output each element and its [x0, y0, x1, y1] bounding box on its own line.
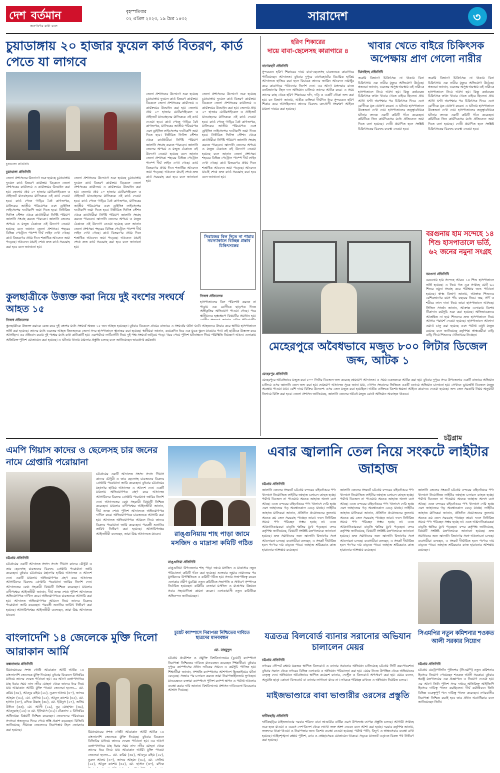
- photo-window: [273, 241, 337, 283]
- logo-tagline: জনগণের কথা বলে: [30, 24, 58, 28]
- c7-body: ফটিকছড়ির মাইজভাণ্ডার দরবার শরিফে বাবা ভাণ্ডারীর বার্ষিক ওরস উপলক্ষে ব্যাপক প্রস্তুতি চলছে। আগামী সপ্তাহে শুরু হতে যাওয়া এ ওরসে দেশ-বিদেশ থেকে লাখো ভক্ত অংশ নেবেন বলে আশা করা হচ্ছে। দরবার কর্তৃপক্ষ জানায়, ভক্তদের থাকা-খাওয়া ও নিরাপত্তার জন্য বিশেষ ব্যবস্থা নেওয়া হয়েছে। পর্যাপ্ত পানি, বিদ্যুৎ ও স্বাস্থ্যসেবার ব্যবস্থা রাখা হয়েছে। আইনশৃঙ্খলা রক্ষায় পুলিশ, র‍্যাব ও স্বেচ্ছাসেবক মোতায়েন থাকবে। সড়কে যানজট এড়াতে বিকল্প পথ নির্ধারণ করা হয়েছে।: [262, 720, 414, 743]
- logo: [6, 6, 82, 28]
- c3-body: জ্বালানি তেলের সংকটে চট্টগ্রাম বন্দরের বহির্নোঙরে পণ্য খালাসে নিয়োজিত লাইটার জাহাজ চলাচল ব্যাহত হচ্ছে। পর্যাপ্ত ডিজেল না পাওয়ায় অনেক জাহাজ অলস বসে আছে। এতে বন্দরের বহির্নোঙরে পণ্য খালাসে দেরি হচ্ছে এবং জাহাজের গড় অবস্থানকাল বেড়ে যাচ্ছে। লাইটার জাহাজ মালিকরা জানান, প্রতিদিন প্রয়োজনের তুলনায় অনেক কম তেল সরবরাহ পাচ্ছেন তারা। ফলে নির্ধারিত সময়ে পণ্য পরিবহন সম্ভব হচ্ছে না। এতে আমদানিকারকরা বাড়তি ক্ষতির মুখে পড়ছেন। বন্দর কর্তৃপক্ষ জানিয়েছে, বিষয়টি সংশ্লিষ্ট মন্ত্রণালয়কে জানানো হয়েছে। দ্রুত সমাধানের জন্য জ্বালানি বিভাগের সঙ্গে আলোচনা চলছে। ব্যবসায়ীরা বলছেন, এ সংকট দীর্ঘায়িত হলে পণ্যের দাম বাড়তে পারে। জাহাজ শ্রমিকরাও কাজ হারানোর আশঙ্কায় রয়েছেন।: [262, 488, 336, 552]
- s1-body-col4: জেলা প্রশাসনের উদ্যোগে শুরু হয়েছে চুয়াডাঙ্গায় ফুয়েল কার্ড বিতরণ কার্যক্রম। বিকেলে জেলা প্রশাসকের কার্যালয়ে এ কার্যক্রমের উদ্বোধন করা হয়। জেলায় প্রায় ২০ হাজার মোটরসাইকেল ও প্রাইভেট যানবাহনের মালিককে এই কার্ড দেওয়া হবে। কার্ড পেতে গাড়ির বৈধ কাগজপত্র, মালিকের জাতীয় পরিচয়পত্র এবং ড্রাইভিং লাইসেন্সের ফটোকপি জমা দিতে হবে। নির্ধারিত ফিলিং স্টেশন থেকে কার্ডধারীরা নির্দিষ্ট পরিমাণ জ্বালানি সংগ্রহ করতে পারবেন। জ্বালানি তেলের অপচয় ও মজুত ঠেকাতে এই উদ্যোগ নেওয়া হয়েছে বলে জানান জেলা প্রশাসক। শহরের বিভিন্ন পেট্রোল পাম্পে দীর্ঘ লাইন দেখা গেছে। কার্ড বিতরণের প্রথম দিনে শতাধিক আবেদন জমা পড়েছে। আবেদন যাচাই শেষে দ্রুত কার্ড সরবরাহ করা হবে বলে জানানো হয়।: [202, 92, 256, 179]
- c2-portraits: [168, 498, 256, 526]
- c4-body-col2: মিয়ানমারের সশস্ত্র গোষ্ঠী আরাকান আর্মি আটক ১৪ বাংলাদেশি জেলেকে মুক্তি দিয়েছে। বুধবার বিকেলে বিজিবির মাধ্যমে তাদের ফেরত পাঠানো হয়। এর আগে বঙ্গোপসাগরে মাছ ধরার সময় নাফ নদীর মোহনা থেকে তাদের ধরে নিয়ে যায় আরাকান আর্মি। মুক্তি পাওয়া জেলেরা হলেন— মো. করিম (৩৫), আবদুর রহিম (২৮), নুরুল আলম (৪০), জাফর আহমদ (৩২), মো. সেলিম (২৫), আবুল কাশেম (৪৫), মো. হাসান (৩০), রফিক: [88, 730, 164, 767]
- s1-body-col3: জেলা প্রশাসনের উদ্যোগে শুরু হয়েছে চুয়াডাঙ্গায় ফুয়েল কার্ড বিতরণ কার্যক্রম। বিকেলে জেলা প্রশাসকের কার্যালয়ে এ কার্যক্রমের উদ্বোধন করা হয়। জেলায় প্রায় ২০ হাজার মোটরসাইকেল ও প্রাইভেট যানবাহনের মালিককে এই কার্ড দেওয়া হবে। কার্ড পেতে গাড়ির বৈধ কাগজপত্র, মালিকের জাতীয় পরিচয়পত্র এবং ড্রাইভিং লাইসেন্সের ফটোকপি জমা দিতে হবে। নির্ধারিত ফিলিং স্টেশন থেকে কার্ডধারীরা নির্দিষ্ট পরিমাণ জ্বালানি সংগ্রহ করতে পারবেন। জ্বালানি তেলের অপচয় ও মজুত ঠেকাতে এই উদ্যোগ নেওয়া হয়েছে বলে জানান জেলা প্রশাসক। শহরের বিভিন্ন পেট্রোল পাম্পে দীর্ঘ লাইন দেখা গেছে। কার্ড বিতরণের প্রথম দিনে শতাধিক আবেদন জমা পড়েছে। আবেদন যাচাই শেষে দ্রুত কার্ড সরবরাহ করা হবে বলে জানানো হয়।: [146, 92, 198, 184]
- c2-body: রাঙ্গুনিয়া উপজেলার শাহ পাড়া জামে মসজিদ ও মাদ্রাসার নতুন পরিচালনা কমিটি গঠন করা হয়েছে। শুক্রবার জুমার নামাজের পর মুসল্লিদের উপস্থিতিতে এ কমিটি গঠিত হয়। সভায় সভাপতিত্ব করেন এলাকার প্রবীণ মুরব্বি। নতুন কমিটিতে সভাপতি ও সাধারণ সম্পাদক নির্বাচিত হয়েছেন। কমিটির নেতারা মসজিদ ও মাদ্রাসার উন্নয়নে সবার সহযোগিতা কামনা করেন। এলাকাবাসী নতুন কমিটিকে অভিনন্দন জানিয়েছেন।: [168, 566, 256, 598]
- s3-byline: ঝিনাইদহ প্রতিনিধি: [358, 70, 383, 74]
- s1-caption: চুয়াডাঙ্গা প্রতিনিধি: [6, 162, 30, 166]
- photo-figure: [116, 678, 130, 726]
- c3-headline: এবার জ্বালানি তেল নিয়ে সংকটে লাইটার জাহাজ: [267, 444, 489, 477]
- portrait: [201, 500, 223, 526]
- portrait: [174, 500, 196, 526]
- photo-building: [182, 478, 242, 496]
- s7-body: বরগুনায় হাম সন্দেহে আরও ১৪ শিশু হাসপাতালে ভর্তি হয়েছে। এ নিয়ে গত এক সপ্তাহে মোট ৬২ শিশুর নমুনা সংগ্রহ করে পরীক্ষার জন্য পাঠানো হয়েছে। স্বাস্থ্য বিভাগ জানায়, আক্রান্ত শিশুদের বেশিরভাগের বয়স পাঁচ বছরের নিচে। জ্বর, সর্দি ও শরীরে লাল দানা নিয়ে তারা হাসপাতালে আসছে। সিভিল সার্জন জানান, আক্রান্ত এলাকায় বিশেষ টিকাদান কর্মসূচি শুরু করা হয়েছে। অভিভাবকদের আতঙ্কিত না হয়ে শিশুদের দ্রুত হাসপাতালে নিয়ে আসার পরামর্শ দেওয়া হয়েছে। হাসপাতালে আলাদা ওয়ার্ড চালু করা হয়েছে এবং পর্যাপ্ত ওষুধ মজুত রয়েছে বলে জানিয়েছে কর্তৃপক্ষ। স্বাস্থ্যকর্মীরা বাড়ি বাড়ি গিয়ে শিশুদের খোঁজখবর নিচ্ছেন।: [426, 278, 494, 338]
- s4-byline: নিজস্ব প্রতিবেদক: [6, 318, 29, 322]
- masthead-rule: [6, 33, 494, 34]
- photo-dome: [198, 460, 226, 480]
- day-label: বৃহস্পতিবার: [126, 10, 147, 15]
- c2-byline: রাঙ্গুনিয়া প্রতিনিধি: [168, 560, 196, 564]
- s6-byline: মেহেরপুর প্রতিনিধি: [262, 372, 288, 376]
- s6-photo: [262, 230, 422, 334]
- portrait: [228, 500, 250, 526]
- section-title: সারাদেশ: [308, 9, 348, 23]
- s4-headline: কুলছাত্রীকে উত্ত্যক্ত করা নিয়ে দুই বংশের সংঘর্ষে আহত ১৫: [6, 292, 184, 315]
- date-label: ০২ এপ্রিল ২০২৩, ১৯ চৈত্র ১৪৩২: [126, 17, 188, 22]
- c1-headline: এমপি গিয়াস কাদের ও ছেলেসহ চার জনের নামে গ্রেপ্তারি পরোয়ানা: [6, 446, 158, 468]
- s2-byline: বাগেরহাট প্রতিনিধি: [262, 64, 289, 68]
- c3-body-col2: জ্বালানি তেলের সংকটে চট্টগ্রাম বন্দরের বহির্নোঙরে পণ্য খালাসে নিয়োজিত লাইটার জাহাজ চলাচল ব্যাহত হচ্ছে। পর্যাপ্ত ডিজেল না পাওয়ায় অনেক জাহাজ অলস বসে আছে। এতে বন্দরের বহির্নোঙরে পণ্য খালাসে দেরি হচ্ছে এবং জাহাজের গড় অবস্থানকাল বেড়ে যাচ্ছে। লাইটার জাহাজ মালিকরা জানান, প্রতিদিন প্রয়োজনের তুলনায় অনেক কম তেল সরবরাহ পাচ্ছেন তারা। ফলে নির্ধারিত সময়ে পণ্য পরিবহন সম্ভব হচ্ছে না। এতে আমদানিকারকরা বাড়তি ক্ষতির মুখে পড়ছেন। বন্দর কর্তৃপক্ষ জানিয়েছে, বিষয়টি সংশ্লিষ্ট মন্ত্রণালয়কে জানানো হয়েছে। দ্রুত সমাধানের জন্য জ্বালানি বিভাগের সঙ্গে আলোচনা চলছে। ব্যবসায়ীরা বলছেন, এ সংকট দীর্ঘায়িত হলে পণ্যের দাম বাড়তে পারে। জাহাজ শ্রমিকরাও কাজ হারানোর আশঙ্কায় রয়েছেন।: [340, 488, 414, 552]
- photo-figure: [440, 570, 472, 624]
- c8-body: চট্টগ্রাম মেট্রোপলিটন পুলিশের (সিএমপি) নতুন কমিশনার হিসেবে নিয়োগ পেয়েছেন শওকত আলী সরকার। বুধবার স্বরাষ্ট্র মন্ত্রণালয়ের এক প্রজ্ঞাপনে এ নিয়োগ দেওয়া হয়। এর আগে তিনি পুলিশ সদর দপ্তরে অতিরিক্ত আইজিপি হিসেবে দায়িত্ব পালন করছিলেন। দীর্ঘ কর্মজীবনে তিনি বিভিন্ন গুরুত্বপূর্ণ পদে দায়িত্ব পালন করেছেন। নগরবাসীর নিরাপত্তা নিশ্চিত করাই হবে তার প্রধান অগ্রাধিকার বলে জানিয়েছেন তিনি।: [418, 668, 494, 705]
- c4-headline: বাংলাদেশি ১৪ জেলেকে মুক্তি দিলো আরাকান আর্মি: [6, 632, 158, 658]
- s7-byline: বরগুনা প্রতিনিধি: [426, 272, 449, 276]
- photo-figure: [321, 283, 357, 333]
- s1-byline: চুয়াডাঙ্গা প্রতিনিধি: [6, 170, 31, 174]
- photo-figure: [66, 106, 80, 151]
- s3-body: জরুরি বিভাগে চিকিৎসক না থাকায় বিনা চিকিৎসায় এক নারীর মৃত্যুর অভিযোগ উঠেছে। স্বজনরা জানান, গুরুতর অসুস্থ অবস্থায় ওই নারীকে হাসপাতালে নিয়ে আসা হয়। কিন্তু কর্তব্যরত চিকিৎসক তখন খাবার খেতে বাইরে ছিলেন। প্রায় আধা ঘণ্টা অপেক্ষার পর চিকিৎসক ফিরে এসে রোগীকে মৃত ঘোষণা করেন। এ ঘটনায় হাসপাতালে উত্তেজনা দেখা দেয়। হাসপাতালের তত্ত্বাবধায়ক ঘটনার তদন্তে একটি কমিটি গঠন করেছেন। কমিটিকে তিন কার্যদিবসের মধ্যে প্রতিবেদন জমা দিতে বলা হয়েছে। দোষী প্রমাণিত হলে সংশ্লিষ্ট চিকিৎসকের বিরুদ্ধে ব্যবস্থা নেওয়া হবে।: [358, 76, 424, 131]
- c1-body: চট্টগ্রামের একটি আদালত সংসদ সদস্য গিয়াস কাদের চৌধুরী ও তার ছেলেসহ চারজনের বিরুদ্ধে গ্রেপ্তারি পরোয়ানা জারি করেছেন। বুধবার চট্টগ্রামের মহানগর হাকিম আদালত এ আদেশ দেন। একটি মামলায় অভিযোগপত্র গ্রহণ করে আদালত আসামিদের বিরুদ্ধে গ্রেপ্তারি পরোয়ানা জারির নির্দেশ দেন। আদালতের বেঞ্চ সহকারী বিষয়টি নিশ্চিত করেছেন। মামলার বাদীপক্ষের আইনজীবী জানান, দীর্ঘ তদন্ত শেষে পুলিশ আদালতে অভিযোগপত্র দাখিল করে। অভিযোগপত্রে চারজনকে আসামি করা হয়। আদালত অভিযোগপত্র আমলে নিয়ে তাদের বিরুদ্ধে পরোয়ানা জারি করেছেন। পরবর্তী শুনানির তারিখ নির্ধারণ করা হয়েছে। আসামিপক্ষের আইনজীবী বলেছেন, তারা উচ্চ আদালতে যাবেন।: [6, 562, 92, 617]
- s5-body: হাসপাতালের বিল পরিশোধ করতে না পারায় এক রোগীকে ছাড়পত্র দিতে অস্বীকৃতির অভিযোগ পাওয়া গেছে। পরে স্থানীয়দের হস্তক্ষেপে বিষয়টির সমাধান হয়।: [200, 300, 256, 318]
- c3-byline: চট্টগ্রাম প্রতিনিধি: [262, 482, 285, 486]
- s6-body: মেহেরপুরে অবৈধভাবে মজুত করা ৮০০ লিটার ডিজেল জব্দ করেছে ভ্রাম্যমাণ আদালত। এ সময় একজনকে আটক করা হয়। বুধবার দুপুরে সদর উপজেলার একটি বাজারে অভিযান চালিয়ে এসব জ্বালানি তেল জব্দ করা হয়। ভ্রাম্যমাণ আদালত সূত্রে জানা যায়, গোপন সংবাদের ভিত্তিতে একটি গুদামে অভিযান চালানো হয়। সেখানে ড্রামভর্তি ডিজেল মজুত অবস্থায় পাওয়া যায়। বেশি দামে বিক্রির উদ্দেশ্যে এসব তেল মজুত করা হয়েছিল। আটক ব্যক্তিকে বিশেষ ক্ষমতা আইনে কারাদণ্ড দেওয়া হয়েছে। জব্দ তেল সরকারি নিয়ম অনুযায়ী নিলামে বিক্রি করা হবে। জেলা প্রশাসন জানিয়েছে, জ্বালানি তেলের অবৈধ মজুত রোধে অভিযান অব্যাহত থাকবে।: [262, 378, 494, 396]
- s1-body: জেলা প্রশাসনের উদ্যোগে শুরু হয়েছে চুয়াডাঙ্গায় ফুয়েল কার্ড বিতরণ কার্যক্রম। বিকেলে জেলা প্রশাসকের কার্যালয়ে এ কার্যক্রমের উদ্বোধন করা হয়। জেলায় প্রায় ২০ হাজার মোটরসাইকেল ও প্রাইভেট যানবাহনের মালিককে এই কার্ড দেওয়া হবে। কার্ড পেতে গাড়ির বৈধ কাগজপত্র, মালিকের জাতীয় পরিচয়পত্র এবং ড্রাইভিং লাইসেন্সের ফটোকপি জমা দিতে হবে। নির্ধারিত ফিলিং স্টেশন থেকে কার্ডধারীরা নির্দিষ্ট পরিমাণ জ্বালানি সংগ্রহ করতে পারবেন। জ্বালানি তেলের অপচয় ও মজুত ঠেকাতে এই উদ্যোগ নেওয়া হয়েছে বলে জানান জেলা প্রশাসক। শহরের বিভিন্ন পেট্রোল পাম্পে দীর্ঘ লাইন দেখা গেছে। কার্ড বিতরণের প্রথম দিনে শতাধিক আবেদন জমা পড়েছে। আবেদন যাচাই শেষে দ্রুত কার্ড সরবরাহ করা হবে বলে জানানো হয়।: [6, 176, 70, 249]
- photo-window: [347, 241, 411, 283]
- c6-body: নগরের সৌন্দর্য রক্ষায় যত্রতত্র স্থাপিত বিলবোর্ড ও ব্যানার সরানোর অভিযান চালিয়েছে চট্টগ্রাম সিটি করপোরেশন। বুধবার সকাল থেকে নগরের বিভিন্ন এলাকায় এ অভিযান পরিচালনা করা হয়। মেয়র নিজে উপস্থিত থেকে অভিযানের নেতৃত্ব দেন। অভিযানে অবৈধভাবে স্থাপিত কয়েকশ ব্যানার, ফেস্টুন ও বিলবোর্ড অপসারণ করা হয়। মেয়র বলেন, অনুমতি ছাড়া কোনো বিলবোর্ড বা ব্যানার লাগানো যাবে না। নগরকে পরিচ্ছন্ন রাখতে এ অভিযান নিয়মিত চলবে।: [262, 664, 414, 682]
- c5-body: চট্টগ্রাম প্রকৌশল ও প্রযুক্তি বিশ্ববিদ্যালয়ের (চুয়েট) ক্যাম্পাসে নিরাপত্তা নিশ্চিতের দাবিতে মানববন্ধন করেছেন শিক্ষার্থীরা। বুধবার দুপুরে ক্যাম্পাসের প্রধান ফটকের সামনে এ কর্মসূচি পালিত হয়। শিক্ষার্থীরা জানান, সম্প্রতি ক্যাম্পাসের আশপাশে ছিনতাইয়ের ঘটনা বেড়েছে। সন্ধ্যার পর চলাচল করতে তারা নিরাপত্তাহীনতায় ভুগছেন। মানববন্ধনে বক্তারা ক্যাম্পাসে পুলিশ ক্যাম্প স্থাপন ও পর্যাপ্ত আলোর ব্যবস্থা করার দাবি জানান। বিশ্ববিদ্যালয় প্রশাসন দাবিগুলো বিবেচনার আশ্বাস দিয়েছে।: [168, 656, 256, 693]
- photo-figure: [28, 110, 40, 150]
- photo-minaret: [240, 452, 246, 496]
- c2-photo: [168, 446, 256, 496]
- s2-headline: দায়ে বাবা-ছেলেসহ কারাগারে ৪: [267, 47, 349, 55]
- masthead: [0, 0, 500, 36]
- c8-headline: সিএমপির নতুন কমিশনার শওকত আলী সরকার নিয়োগ: [418, 631, 495, 645]
- c3-body-col3: জ্বালানি তেলের সংকটে চট্টগ্রাম বন্দরের বহির্নোঙরে পণ্য খালাসে নিয়োজিত লাইটার জাহাজ চলাচল ব্যাহত হচ্ছে। পর্যাপ্ত ডিজেল না পাওয়ায় অনেক জাহাজ অলস বসে আছে। এতে বন্দরের বহির্নোঙরে পণ্য খালাসে দেরি হচ্ছে এবং জাহাজের গড় অবস্থানকাল বেড়ে যাচ্ছে। লাইটার জাহাজ মালিকরা জানান, প্রতিদিন প্রয়োজনের তুলনায় অনেক কম তেল সরবরাহ পাচ্ছেন তারা। ফলে নির্ধারিত সময়ে পণ্য পরিবহন সম্ভব হচ্ছে না। এতে আমদানিকারকরা বাড়তি ক্ষতির মুখে পড়ছেন। বন্দর কর্তৃপক্ষ জানিয়েছে, বিষয়টি সংশ্লিষ্ট মন্ত্রণালয়কে জানানো হয়েছে। দ্রুত সমাধানের জন্য জ্বালানি বিভাগের সঙ্গে আলোচনা চলছে। ব্যবসায়ীরা বলছেন, এ সংকট দীর্ঘায়িত হলে পণ্যের দাম বাড়তে পারে। জাহাজ শ্রমিকরাও কাজ হারানোর আশঙ্কায় রয়েছেন।: [418, 488, 494, 552]
- s1-headline: চুয়াডাঙ্গায় ২০ হাজার ফুয়েল কার্ড বিতরণ, কার্ড পেতে যা লাগবে: [6, 38, 243, 69]
- c5-byline: মো. মাহমুদুল: [214, 648, 232, 652]
- c1-photo: [6, 472, 92, 552]
- s6-headline: মেহেরপুরে অবৈধভাবে মজুত ৮০০ লিটার ডিজেল জব্দ, আটক ১: [268, 340, 488, 367]
- region-label: চট্টগ্রাম: [444, 434, 462, 442]
- s2-kicker: হরিণ শিকারের: [290, 39, 326, 46]
- s5-headline: সিরাজের বিল দিতে না পারার সমস্যাকালে বিচ্ছিন্ন প্রস্তাব চিকিৎসকের: [204, 234, 254, 248]
- c4-body: মিয়ানমারের সশস্ত্র গোষ্ঠী আরাকান আর্মি আটক ১৪ বাংলাদেশি জেলেকে মুক্তি দিয়েছে। বুধবার বিকেলে বিজিবির মাধ্যমে তাদের ফেরত পাঠানো হয়। এর আগে বঙ্গোপসাগরে মাছ ধরার সময় নাফ নদীর মোহনা থেকে তাদের ধরে নিয়ে যায় আরাকান আর্মি। মুক্তি পাওয়া জেলেরা হলেন— মো. করিম (৩৫), আবদুর রহিম (২৮), নুরুল আলম (৪০), জাফর আহমদ (৩২), মো. সেলিম (২৫), আবুল কাশেম (৪৫), মো. হাসান (৩০), রফিক উল্লাহ (৩৮), মো. ইউনুস (২৭), জসিম উদ্দিন (৩৩), মো. আলী (২৯), নুর মোহাম্মদ (৩৬), আবদুল্লাহ (২৪) ও মো. ইলিয়াস (৪২)। টেকনাফ ২ বিজিবির অধিনায়ক বিষয়টি নিশ্চিত করেছেন। জেলেদের পরিবারের সদস্যরা স্বজনদের ফিরে পেয়ে স্বস্তি প্রকাশ করেছেন। বিজিবি জানিয়েছে, সীমান্তে জেলেদের নিরাপত্তায় টহল জোরদার করা হয়েছে।: [6, 668, 84, 732]
- c4-byline: কক্সবাজার প্রতিনিধি: [6, 662, 33, 666]
- s5-byline: নিজস্ব প্রতিবেদক: [200, 294, 223, 298]
- c1-body-col2: চট্টগ্রামের একটি আদালত সংসদ সদস্য গিয়াস কাদের চৌধুরী ও তার ছেলেসহ চারজনের বিরুদ্ধে গ্রেপ্তারি পরোয়ানা জারি করেছেন। বুধবার চট্টগ্রামের মহানগর হাকিম আদালত এ আদেশ দেন। একটি মামলায় অভিযোগপত্র গ্রহণ করে আদালত আসামিদের বিরুদ্ধে গ্রেপ্তারি পরোয়ানা জারির নির্দেশ দেন। আদালতের বেঞ্চ সহকারী বিষয়টি নিশ্চিত করেছেন। মামলার বাদীপক্ষের আইনজীবী জানান, দীর্ঘ তদন্ত শেষে পুলিশ আদালতে অভিযোগপত্র দাখিল করে। অভিযোগপত্রে চারজনকে আসামি করা হয়। আদালত অভিযোগপত্র আমলে নিয়ে তাদের বিরুদ্ধে পরোয়ানা জারি করেছেন। পরবর্তী শুনানির তারিখ নির্ধারণ করা হয়েছে। আসামিপক্ষের আইনজীবী বলেছেন, তারা উচ্চ আদালতে যাবেন।: [96, 472, 164, 536]
- c4-photo: [88, 668, 164, 726]
- s3-headline: খাবার খেতে বাইরে চিকিৎসক অপেক্ষায় প্রাণ গেলো নারীর: [367, 41, 485, 65]
- c7-byline: ফটিকছড়ি প্রতিনিধি: [262, 714, 289, 718]
- page-number: ৩: [473, 10, 481, 24]
- photo-figure: [30, 486, 70, 552]
- s7-headline: বরগুনায় হাম সন্দেহে ১৪ শিশু হাসপাতালে ভর্তি, ৬২ জনের নমুনা সংগ্রহ: [426, 230, 494, 256]
- col-divider: [260, 36, 261, 436]
- s5-box: [200, 232, 256, 290]
- photo-figure: [104, 112, 117, 150]
- section-bar: [256, 4, 492, 29]
- s1-photo: [6, 72, 141, 160]
- c5-headline: চুয়েট ক্যাম্পাসে নিরাপত্তা নিশ্চিতের দাবিতে ছাত্রদের মানববন্ধন: [174, 631, 250, 641]
- photo-figure: [96, 682, 110, 726]
- c1-byline: চট্টগ্রাম প্রতিনিধি: [6, 556, 29, 560]
- s3-body-col2: জরুরি বিভাগে চিকিৎসক না থাকায় বিনা চিকিৎসায় এক নারীর মৃত্যুর অভিযোগ উঠেছে। স্বজনরা জানান, গুরুতর অসুস্থ অবস্থায় ওই নারীকে হাসপাতালে নিয়ে আসা হয়। কিন্তু কর্তব্যরত চিকিৎসক তখন খাবার খেতে বাইরে ছিলেন। প্রায় আধা ঘণ্টা অপেক্ষার পর চিকিৎসক ফিরে এসে রোগীকে মৃত ঘোষণা করেন। এ ঘটনায় হাসপাতালে উত্তেজনা দেখা দেয়। হাসপাতালের তত্ত্বাবধায়ক ঘটনার তদন্তে একটি কমিটি গঠন করেছেন। কমিটিকে তিন কার্যদিবসের মধ্যে প্রতিবেদন জমা দিতে বলা হয়েছে। দোষী প্রমাণিত হলে সংশ্লিষ্ট চিকিৎসকের বিরুদ্ধে ব্যবস্থা নেওয়া হবে।: [428, 76, 494, 131]
- s2-body: সুন্দরবনে হরিণ শিকারের দায়ে বাবা-ছেলেসহ চারজনকে কারাগারে পাঠিয়েছেন আদালত। বুধবার দুপুরে বাগেরহাটের বিচারিক হাকিম আদালতে হাজির করা হলে বিচারক তাদের জামিন আবেদন নামঞ্জুর করে কারাগারে পাঠানোর নির্দেশ দেন। এর আগে মঙ্গলবার রাতে বনবিভাগের টহল দল অভিযান চালিয়ে তাদের আটক করে। এ সময় তাদের কাছ থেকে হরিণ শিকারের ফাঁদ, দড়ি ও একটি নৌকা জব্দ করা হয়। বন বিভাগ জানায়, আটক ব্যক্তিরা দীর্ঘদিন ধরে সুন্দরবনে হরিণ শিকার করে আসছিলেন। তাদের বিরুদ্ধে বন্যপ্রাণী সংরক্ষণ আইনে মামলা দায়ের করা হয়েছে।: [262, 70, 354, 111]
- c6-headline: যত্রতত্র বিলবোর্ড ব্যানার সরানোর অভিযান চালালেন মেয়র: [264, 632, 412, 653]
- c7-headline: মাইজভাণ্ডারে বাবা ভাণ্ডারীর ওরসের প্রস্তুতি: [266, 690, 410, 700]
- c6-byline: চট্টগ্রাম প্রতিনিধি: [262, 658, 285, 662]
- logo-left: দেশ: [9, 9, 26, 22]
- logo-right: বর্তমান: [31, 9, 62, 22]
- c3-photo: [418, 562, 494, 624]
- c8-byline: চট্টগ্রাম প্রতিনিধি: [418, 662, 441, 666]
- s1-body-col2: জেলা প্রশাসনের উদ্যোগে শুরু হয়েছে চুয়াডাঙ্গায় ফুয়েল কার্ড বিতরণ কার্যক্রম। বিকেলে জেলা প্রশাসকের কার্যালয়ে এ কার্যক্রমের উদ্বোধন করা হয়। জেলায় প্রায় ২০ হাজার মোটরসাইকেল ও প্রাইভেট যানবাহনের মালিককে এই কার্ড দেওয়া হবে। কার্ড পেতে গাড়ির বৈধ কাগজপত্র, মালিকের জাতীয় পরিচয়পত্র এবং ড্রাইভিং লাইসেন্সের ফটোকপি জমা দিতে হবে। নির্ধারিত ফিলিং স্টেশন থেকে কার্ডধারীরা নির্দিষ্ট পরিমাণ জ্বালানি সংগ্রহ করতে পারবেন। জ্বালানি তেলের অপচয় ও মজুত ঠেকাতে এই উদ্যোগ নেওয়া হয়েছে বলে জানান জেলা প্রশাসক। শহরের বিভিন্ন পেট্রোল পাম্পে দীর্ঘ লাইন দেখা গেছে। কার্ড বিতরণের প্রথম দিনে শতাধিক আবেদন জমা পড়েছে। আবেদন যাচাই শেষে দ্রুত কার্ড সরবরাহ করা হবে বলে জানানো হয়।: [74, 176, 141, 249]
- region-rule-left: [6, 438, 438, 439]
- photo-figure: [138, 684, 152, 726]
- s4-body: স্কুলছাত্রীকে উত্ত্যক্ত করাকে কেন্দ্র করে দুই বংশের মধ্যে সংঘর্ষে অন্তত ১৫ জন আহত হয়েছেন। বুধবার বিকেলে গ্রামের বাজারে এ সংঘর্ষের ঘটনা ঘটে। আহতদের উদ্ধার করে স্থানীয় হাসপাতালে ভর্তি করা হয়েছে। তাদের মধ্যে গুরুতর আহত তিনজনকে জেলা সদর হাসপাতালে স্থানান্তর করা হয়েছে। স্থানীয়রা জানান, কয়েকদিন ধরে এক যুবক স্কুলে যাওয়ার পথে ওই ছাত্রীকে উত্ত্যক্ত করে আসছিল। এর প্রতিবাদ করায় দুই পক্ষের মধ্যে কথা কাটাকাটি হয়। একপর্যায়ে লাঠিসোঁটা নিয়ে দুই পক্ষ সংঘর্ষে জড়িয়ে পড়ে। খবর পেয়ে পুলিশ ঘটনাস্থলে গিয়ে পরিস্থিতি নিয়ন্ত্রণে আনে। এলাকায় অতিরিক্ত পুলিশ মোতায়েন করা হয়েছে। এ ঘটনায় থানায় মামলার প্রস্তুতি চলছে বলে জানিয়েছেন ভারপ্রাপ্ত কর্মকর্তা।: [6, 324, 256, 342]
- c2-headline: রাঙ্গুনিয়ায় শাহ পাড়া জামে মসজিদ ও মাদ্রাসা কমিটি গঠিত: [171, 530, 253, 547]
